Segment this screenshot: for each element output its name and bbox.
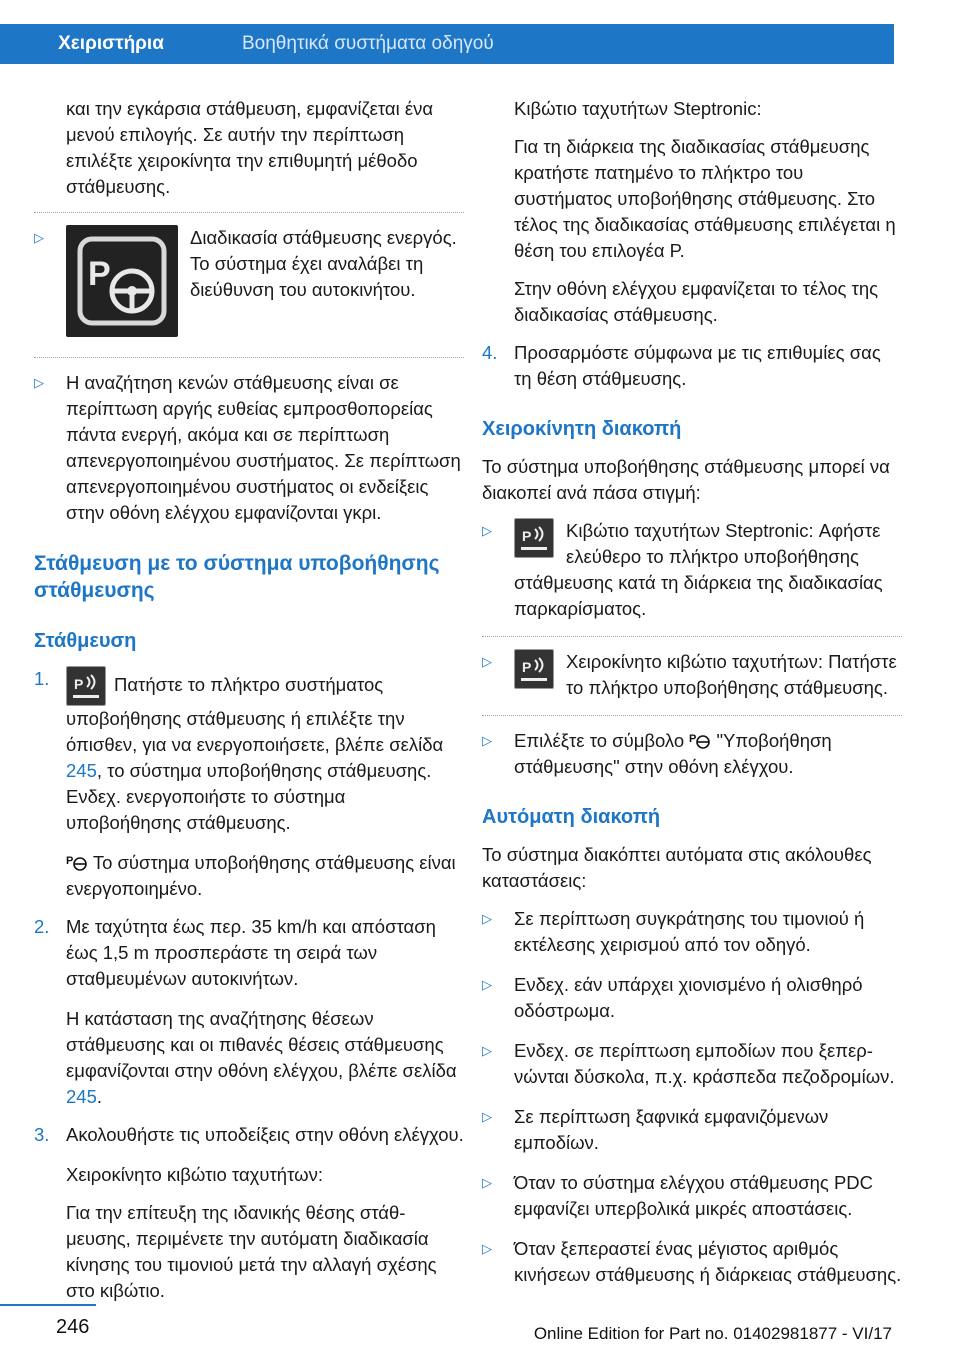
section-tab: Χειριστήρια <box>0 24 222 64</box>
bullet-triangle-icon: ▷ <box>482 733 492 748</box>
park-assist-button-icon <box>514 518 554 558</box>
bullet-triangle-icon: ▷ <box>34 375 44 390</box>
step-text: Πατήστε το πλήκτρο συστήματος υποβοήθησης στάθμευσης ή επιλέξτε την όπισθεν, για να ενεργοποιήσετε, βλέπε σελίδα <box>66 673 444 755</box>
page-number: 246 <box>56 1316 90 1338</box>
bullet-text: Χειροκίνητο κιβώτιο ταχυτήτων: Πατήστε το πλήκτρο υποβοήθησης στάθμευσης. <box>566 651 897 698</box>
step-item <box>482 340 902 392</box>
bullet-triangle-icon: ▷ <box>482 523 492 538</box>
bullet-text: Όταν το σύστημα ελέγχου στάθμευσης PDC εμφανίζει υπερβολικά μικρές αποστάσεις. <box>514 1172 874 1219</box>
bullet-text: Σε περίπτωση συγκράτησης του τιμονιού ή εκτέλεσης χειρισμού από τον οδηγό. <box>514 908 865 955</box>
list-item <box>482 1236 902 1288</box>
bullet-text: Ενδεχ. σε περίπτωση εμποδίων που ξεπερνώνται δύσκολα, π.χ. κράσπεδα πεζοδρομίων. <box>514 1040 895 1087</box>
step-note <box>34 1006 464 1110</box>
step-text: Ακολουθήστε τις υποδείξεις στην οθόνη ελέγχου. <box>66 1124 464 1145</box>
bullet-text: Κιβώτιο ταχυτήτων Steptronic: Αφήστε ελεύθερο το πλήκτρο υποβοήθησης στάθμευσης κατά τη διάρκεια της διαδικασίας παρκαρίσματος. <box>514 520 883 619</box>
bullet-text: Η αναζήτηση κενών στάθμευσης είναι σε περίπτωση αργής ευθείας εμπροσθοπορείας πάντα ενεργή, ακόμα και σε περίπτωση απενεργοποιημένου συστήματος. Σε περίπτωση απενεργοποιημένου συστήματος οι ενδείξεις στην οθόνη ελέγχου εμφανίζονται γκρι. <box>66 372 461 523</box>
note-text: Η κατάσταση της αναζήτησης θέσεων στάθμευσης και οι πιθανές θέσεις στάθμευσης εμφανίζονται στην οθόνη ελέγχου, βλέπε σελίδα <box>66 1008 457 1081</box>
bullet-text: Επιλέξτε το σύμβολο <box>514 730 690 751</box>
footer-rule <box>0 1304 96 1306</box>
divider <box>34 212 464 213</box>
bullet-text: Όταν ξεπεραστεί ένας μέγιστος αριθμός κινήσεων στάθμευσης ή διάρκειας στάθμευσης. <box>514 1238 902 1285</box>
bullet-triangle-icon: ▷ <box>482 1241 492 1256</box>
bullet-triangle-icon: ▷ <box>482 977 492 992</box>
step-item <box>34 914 464 992</box>
step-item <box>34 1122 464 1148</box>
manual-interrupt-heading: Χειροκίνητη διακοπή <box>482 418 682 440</box>
bullet-text: Διαδικασία στάθμευσης ενεργός. Το σύστημα έχει αναλάβει τη διεύθυνση του αυτοκινήτου. <box>190 227 457 300</box>
park-assist-button-icon <box>66 666 106 706</box>
svg-text:P: P <box>88 255 111 293</box>
park-assist-symbol-icon <box>66 852 88 872</box>
list-item <box>482 1170 902 1222</box>
steptronic-text: Για τη διάρκεια της διαδικασίας στάθμευσης κρατήστε πατημένο το πλήκτρο του συστήματος υποβοήθησης στάθμευσης. Στο τέλος της διαδικασίας στάθμευσης επιλέγεται η θέση του επιλογέα P. <box>514 136 896 261</box>
step-number: 4. <box>482 342 498 363</box>
auto-interrupt-intro: Το σύστημα διακόπτει αυτόματα στις ακόλουθες καταστάσεις: <box>482 844 872 891</box>
svg-text:P: P <box>74 676 84 692</box>
park-assist-display-icon <box>66 225 178 337</box>
subsection-heading: Στάθμευση <box>34 630 137 652</box>
step-text: Προσαρμόστε σύμφωνα με τις επιθυμίες σας τη θέση στάθμευσης. <box>514 342 881 389</box>
edition-text: Online Edition for Part no. 01402981877 - VI/17 <box>533 1324 892 1343</box>
list-item <box>34 225 464 343</box>
manual-interrupt-intro: Το σύστημα υποβοήθησης στάθμευσης μπορεί να διακοπεί ανά πάσα στιγμή: <box>482 456 890 503</box>
svg-text:P: P <box>522 528 532 544</box>
list-item <box>482 728 902 780</box>
step-number: 1. <box>34 668 50 689</box>
svg-text:P: P <box>66 855 74 867</box>
divider <box>482 636 902 637</box>
left-column <box>34 96 464 1316</box>
svg-text:P: P <box>522 659 532 675</box>
bullet-text: Ενδεχ. εάν υπάρχει χιονισμένο ή ολισθηρό οδόστρωμα. <box>514 974 863 1021</box>
bullet-triangle-icon: ▷ <box>482 1043 492 1058</box>
park-assist-button-icon <box>514 649 554 689</box>
note-end: . <box>96 1086 103 1107</box>
manual-gearbox-text: Για την επίτευξη της ιδανικής θέσης στάθμευσης, περιμένετε την αυτόματη διαδικασία κίνησης του τιμονιού μετά την αλλαγή σχέσης στο κιβώτιο. <box>66 1202 437 1301</box>
list-item <box>482 518 902 622</box>
list-item <box>482 1104 902 1156</box>
intro-text: και την εγκάρσια στάθμευση, εμφανίζεται ένα μενού επιλογής. Σε αυτήν την περίπτωση επιλέξτε χειροκίνητα την επιθυμητή μέθοδο στάθμευσης. <box>66 98 434 197</box>
page-link[interactable]: 245 <box>66 1086 97 1107</box>
chapter-tab: Βοηθητικά συστήματα οδηγού <box>222 24 894 64</box>
bullet-triangle-icon: ▷ <box>482 911 492 926</box>
bullet-triangle-icon: ▷ <box>34 230 44 245</box>
step-item <box>34 666 464 836</box>
list-item <box>482 972 902 1024</box>
list-item <box>482 1038 902 1090</box>
page-link[interactable]: 245 <box>66 760 97 781</box>
step-number: 2. <box>34 916 50 937</box>
auto-interrupt-heading: Αυτόματη διακοπή <box>482 806 661 828</box>
section-heading: Στάθμευση με το σύστημα υποβοήθησης στάθμευσης <box>34 552 440 602</box>
bullet-triangle-icon: ▷ <box>482 654 492 669</box>
header-rule <box>222 62 894 64</box>
edition-note <box>534 1324 892 1344</box>
step-text-continued: , το σύστημα υποβοήθησης στάθμευσης. Ενδεχ. ενεργοποιήστε το σύστημα υποβοήθησης στάθμευσης. <box>66 760 432 833</box>
svg-text:P: P <box>689 733 697 745</box>
list-item <box>482 649 902 701</box>
step-number: 3. <box>34 1124 50 1145</box>
divider <box>482 715 902 716</box>
steptronic-text-2: Στην οθόνη ελέγχου εμφανίζεται το τέλος της διαδικασίας στάθμευσης. <box>514 278 879 325</box>
list-item <box>482 906 902 958</box>
auto-interrupt-list <box>482 906 902 1288</box>
manual-gearbox-title: Χειροκίνητο κιβώτιο ταχυτήτων: <box>66 1164 323 1185</box>
bullet-text-continued: "Υποβοήθηση στάθμευσης" στην οθόνη ελέγχου. <box>514 730 832 777</box>
step-note <box>34 850 464 902</box>
park-assist-symbol-icon <box>689 730 711 750</box>
bullet-triangle-icon: ▷ <box>482 1175 492 1190</box>
bullet-text: Σε περίπτωση ξαφνικά εμφανιζόμενων εμποδίων. <box>514 1106 829 1153</box>
step-text: Με ταχύτητα έως περ. 35 km/h και απόσταση έως 1,5 m προσπεράστε τη σειρά των σταθμευμένων αυτοκινήτων. <box>66 916 436 989</box>
right-column <box>482 96 902 1302</box>
note-text: Το σύστημα υποβοήθησης στάθμευσης είναι ενεργοποιημένο. <box>66 852 456 899</box>
divider <box>34 357 464 358</box>
bullet-triangle-icon: ▷ <box>482 1109 492 1124</box>
steptronic-title: Κιβώτιο ταχυτήτων Steptronic: <box>514 98 762 119</box>
page-footer <box>0 1290 960 1362</box>
page-header <box>0 0 960 64</box>
list-item <box>34 370 464 526</box>
